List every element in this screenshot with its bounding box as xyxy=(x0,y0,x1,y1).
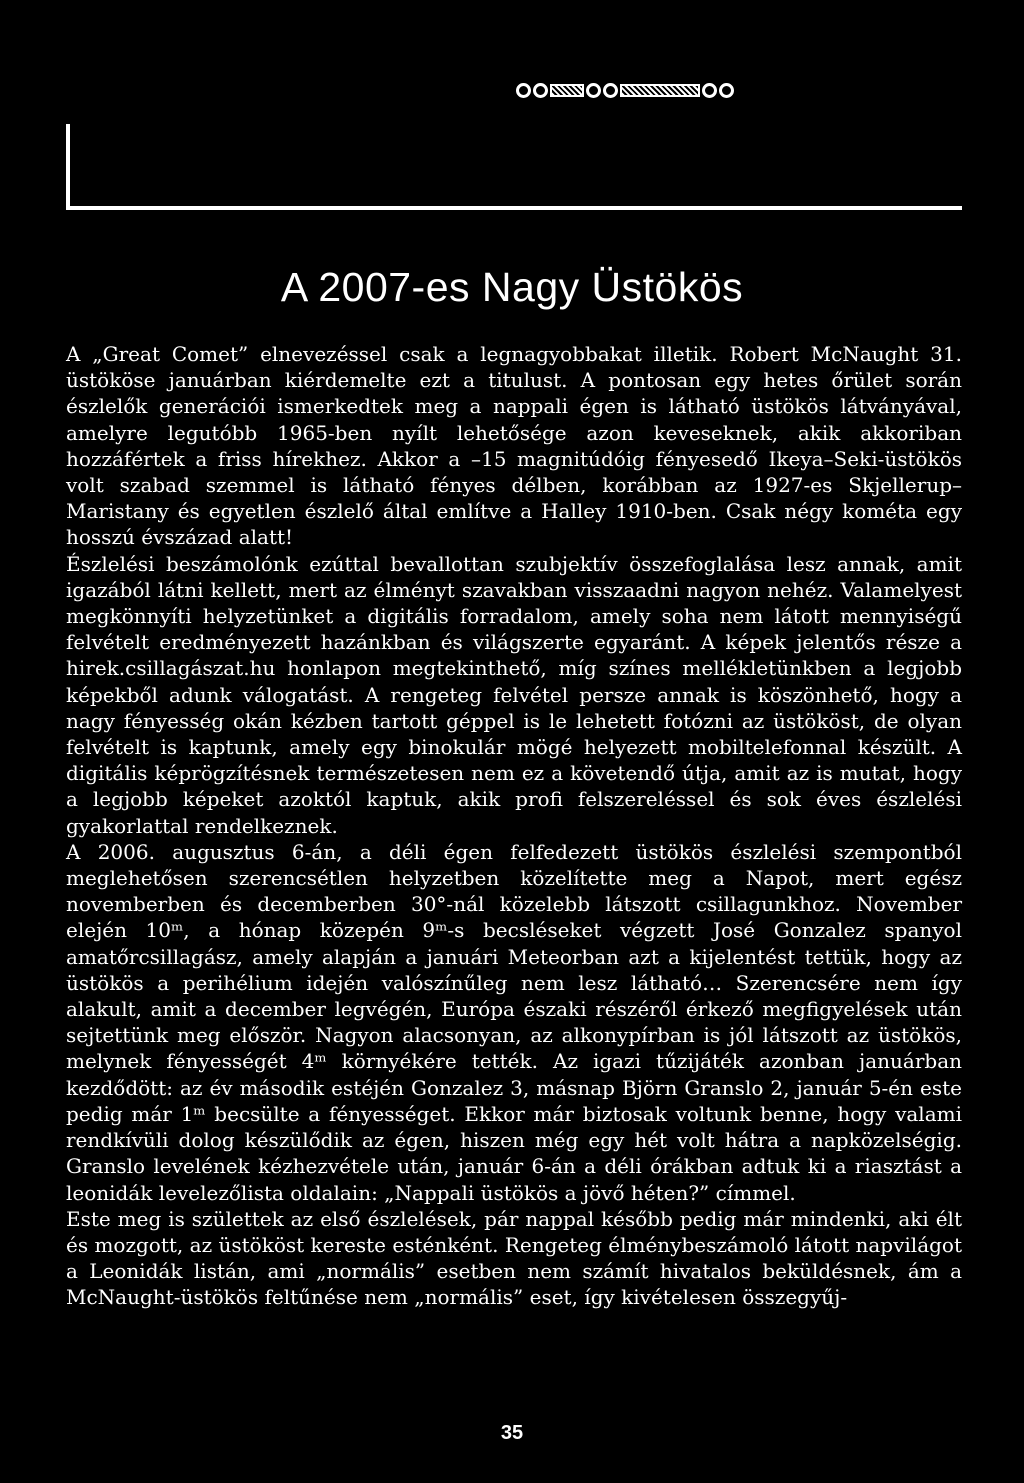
ornament-bar-icon xyxy=(620,84,700,97)
ornament-ring-icon xyxy=(533,83,548,98)
article-title: A 2007-es Nagy Üstökös xyxy=(280,264,744,310)
header-frame xyxy=(66,124,962,210)
ornament-ring-icon xyxy=(603,83,618,98)
article-body xyxy=(66,341,962,1311)
ornament-ring-icon xyxy=(586,83,601,98)
paragraph: Este meg is születtek az első észlelések, pár nappal később pedig már mindenki, aki élt és mozgott, az üstököst kereste esténként. Rengeteg élménybeszámoló látott napvilágot a Leonidák listán, ami „normális” esetben nem számít hivatalos beküldésnek, ám a McNaught-üstökös feltűnése nem „normális” eset, így kivételesen összegyűj- xyxy=(66,1206,962,1310)
ornament-ring-icon xyxy=(719,83,734,98)
ornament-ring-icon xyxy=(702,83,717,98)
ornament-ring-icon xyxy=(516,83,531,98)
paragraph: A 2006. augusztus 6-án, a déli égen felfedezett üstökös észlelési szempontból meglehetősen szerencsétlen helyzetben közelítette meg a Napot, mert egész novemberben és decemberben 30°-nál közelebb látszott csillagunkhoz. November elején 10ᵐ, a hónap közepén 9ᵐ-s becsléseket végzett José Gonzalez spanyol amatőrcsillagász, amely alapján a januári Meteorban azt a kijelentést tettük, hogy az üstökös a perihélium idején valószínűleg nem lesz látható… Szerencsére nem így alakult, amit a december legvégén, Európa északi részéről érkező megfigyelések után sejtettünk meg először. Nagyon alacsonyan, az alkonypírban is jól látszott az üstökös, melynek fényességét 4ᵐ környékére tették. Az igazi tűzijáték azonban januárban kezdődött: az év második estéjén Gonzalez 3, másnap Björn Granslo 2, január 5-én este pedig már 1ᵐ becsülte a fényességet. Ekkor már biztosak voltunk benne, hogy valami rendkívüli dolog készülődik az égen, hiszen még egy hét volt hátra a napközelségig. Granslo levelének kézhezvétele után, január 6-án a déli órákban adtuk ki a riasztást a leonidák levelezőlista oldalain: „Nappali üstökös a jövő héten?” címmel. xyxy=(66,839,962,1205)
page-number: 35 xyxy=(500,1422,524,1444)
header-ornament xyxy=(516,80,738,100)
paragraph: Észlelési beszámolónk ezúttal bevallottan szubjektív összefoglalása lesz annak, amit igazából látni kellett, mert az élményt szavakban visszaadni nagyon nehéz. Valamelyest megkönnyíti helyzetünket a digitális forradalom, amely soha nem látott mennyiségű felvételt eredményezett hazánkban és világszerte egyaránt. A képek jelentős része a hirek.csillagászat.hu honlapon megtekinthető, míg színes mellékletünkben a legjobb képekből adunk válogatást. A rengeteg felvétel persze annak is köszönhető, hogy a nagy fényesség okán kézben tartott géppel is le lehetett fotózni az üstököst, de olyan felvételt is kaptunk, amely egy binokulár mögé helyezett mobiltelefonnal készült. A digitális képrögzítésnek természetesen nem ez a követendő útja, amit az is mutat, hogy a legjobb képeket azoktól kaptuk, akik profi felszereléssel és sok éves észlelési gyakorlattal rendelkeznek. xyxy=(66,551,962,838)
ornament-bar-icon xyxy=(550,84,584,97)
paragraph: A „Great Comet” elnevezéssel csak a legnagyobbakat illetik. Robert McNaught 31. üstököse januárban kiérdemelte ezt a titulust. A pontosan egy hetes őrület során észlelők generációi ismerkedtek meg a nappali égen is látható üstökös látványával, amelyre legutóbb 1965-ben nyílt lehetősége azon keveseknek, akik akkoriban hozzáfértek a friss hírekhez. Akkor a –15 magnitúdóig fényesedő Ikeya–Seki-üstökös volt szabad szemmel is látható fényes délben, korábban az 1927-es Skjellerup–Maristany és egyetlen észlelő által említve a Halley 1910-ben. Csak négy kométa egy hosszú évszázad alatt! xyxy=(66,342,962,550)
